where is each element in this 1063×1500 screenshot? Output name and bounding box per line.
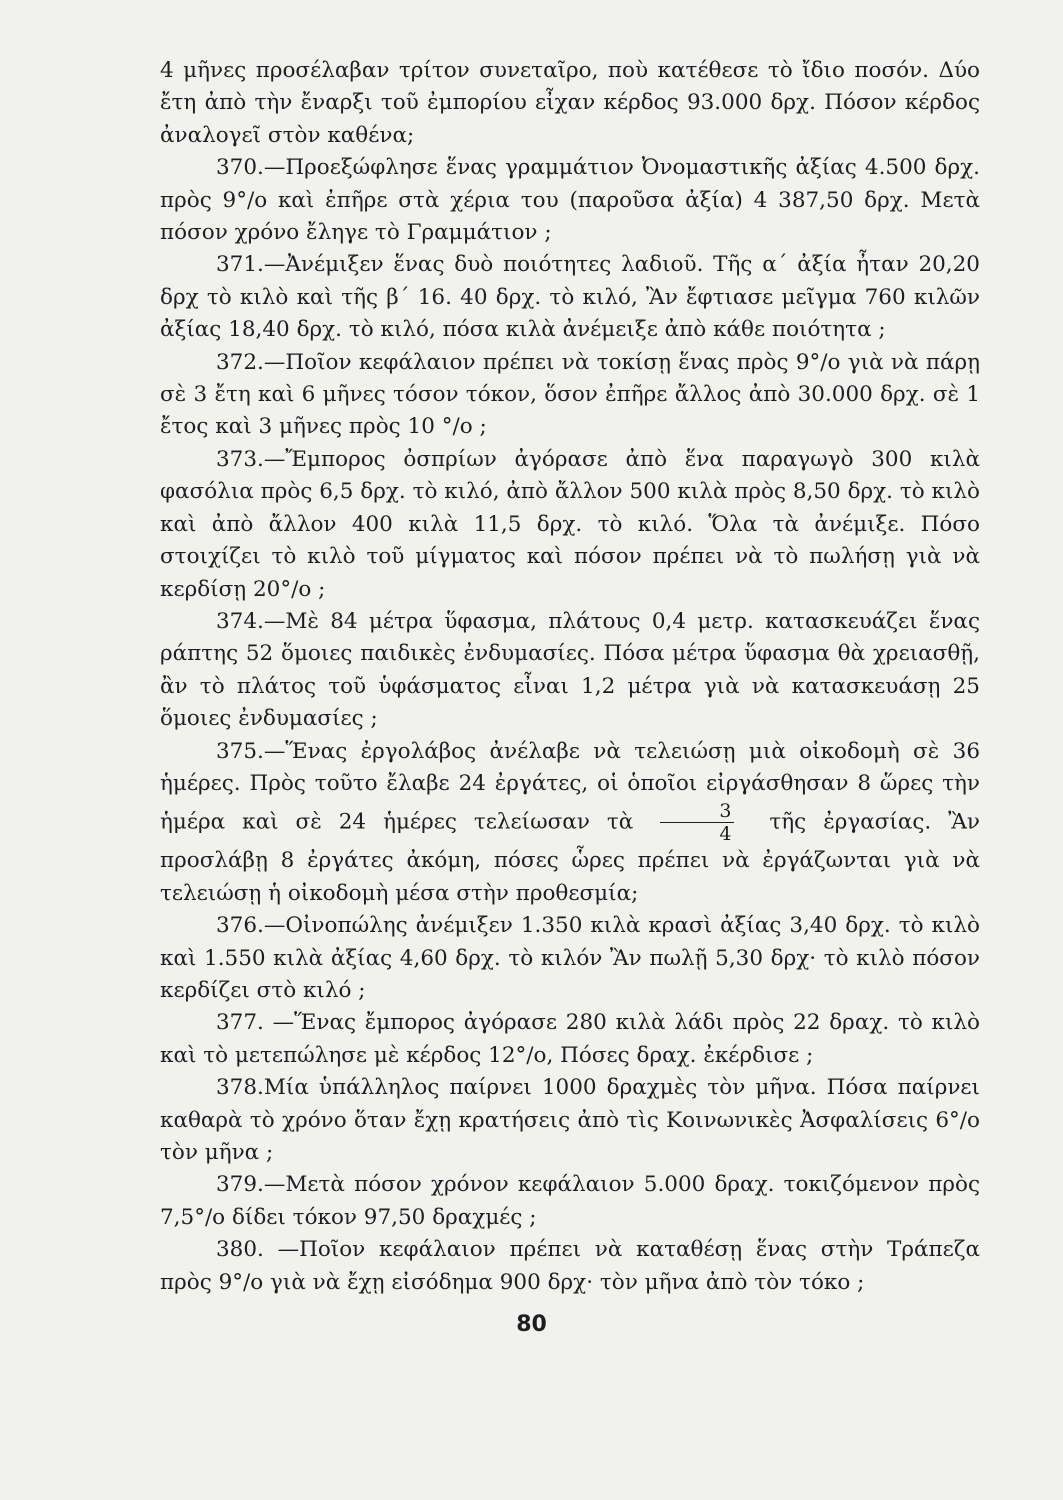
problem-377: 377. —Ἕνας ἔμπορος ἀγόρασε 280 κιλὰ λάδι πρὸς 22 δραχ. τὸ κιλὸ καὶ τὸ μετεπώλησε μὲ κέρδος 12°/o, Πόσες δραχ. ἐκέρδισε ;	[160, 1010, 980, 1068]
page-number: 80	[516, 1312, 547, 1337]
problem-373: 373.—Ἔμπορος ὀσπρίων ἀγόρασε ἀπὸ ἕνα παραγωγὸ 300 κιλὰ φασόλια πρὸς 6,5 δρχ. τὸ κιλό, ἀπὸ ἄλλον 500 κιλὰ πρὸς 8,50 δρχ. τὸ κιλὸ καὶ ἀπὸ ἄλλον 400 κιλὰ 11,5 δρχ. τὸ κιλό. Ὅλα τὰ ἀνέμιξε. Πόσο στοιχίζει τὸ κιλὸ τοῦ μίγματος καὶ πόσον πρέπει νὰ τὸ πωλήσῃ γιὰ νὰ κερδίσῃ 20°/o ;	[160, 446, 980, 602]
paragraph-continued: 4 μῆνες προσέλαβαν τρίτον συνεταῖρο, ποὺ κατέθεσε τὸ ἴδιο ποσόν. Δύο ἔτη ἀπὸ τὴν ἔναρξι τοῦ ἐμπορίου εἶχαν κέρδος 93.000 δρχ. Πόσον κέρδος ἀναλογεῖ στὸν καθένα;	[160, 58, 980, 148]
problem-375	[160, 736, 980, 911]
fraction-three-quarters	[660, 800, 734, 845]
problem-378: 378.Μία ὑπάλληλος παίρνει 1000 δραχμὲς τὸν μῆνα. Πόσα παίρνει καθαρὰ τὸ χρόνο ὅταν ἔχῃ κρατήσεις ἀπὸ τὶς Κοινωνικὲς Ἀσφαλίσεις 6°/o τὸν μῆνα ;	[160, 1075, 980, 1165]
problem-374: 374.—Μὲ 84 μέτρα ὕφασμα, πλάτους 0,4 μετρ. κατασκευάζει ἕνας ράπτης 52 ὅμοιες παιδικὲς ἐνδυμασίες. Πόσα μέτρα ὕφασμα θὰ χρειασθῇ, ἂν τὸ πλάτος τοῦ ὑφάσματος εἶναι 1,2 μέτρα γιὰ νὰ κατασκευάσῃ 25 ὅμοιες ἐνδυμασίες ;	[160, 608, 980, 732]
problem-375-text-end: τῆς ἐργασίας. Ἂν προσλάβῃ 8 ἐργάτες ἀκόμη, πόσες ὧρες πρέπει νὰ ἐργάζωνται γιὰ νὰ τελειώσῃ ἡ οἰκοδομὴ μέσα στὴν προθεσμία;	[160, 809, 980, 906]
problem-371: 371.—Ἀνέμιξεν ἕνας δυὸ ποιότητες λαδιοῦ. Τῆς α΄ ἀξία ἦταν 20,20 δρχ τὸ κιλὸ καὶ τῆς β΄ 16. 40 δρχ. τὸ κιλό, Ἂν ἔφτιασε μεῖγμα 760 κιλῶν ἀξίας 18,40 δρχ. τὸ κιλό, πόσα κιλὰ ἀνέμειξε ἀπὸ κάθε ποιότητα ;	[160, 252, 980, 343]
problem-370: 370.—Προεξώφλησε ἕνας γραμμάτιον Ὀνομαστικῆς ἀξίας 4.500 δρχ. πρὸς 9°/o καὶ ἐπῆρε στὰ χέρια του (παροῦσα ἀξία) 4 387,50 δρχ. Μετὰ πόσον χρόνο ἔληγε τὸ Γραμμάτιον ;	[160, 155, 980, 246]
problem-379: 379.—Μετὰ πόσον χρόνον κεφάλαιον 5.000 δραχ. τοκιζόμενον πρὸς 7,5°/o δίδει τόκον 97,50 δραχμές ;	[160, 1172, 980, 1230]
page-body	[160, 55, 980, 1299]
problem-380: 380. —Ποῖον κεφάλαιον πρέπει νὰ καταθέσῃ ἕνας στὴν Τράπεζα πρὸς 9°/o γιὰ νὰ ἔχῃ εἰσόδημα 900 δρχ· τὸν μῆνα ἀπὸ τὸν τόκο ;	[160, 1237, 980, 1295]
problem-375-text-start: 375.—Ἕνας ἐργολάβος ἀνέλαβε νὰ τελειώσῃ μιὰ οἰκοδομὴ σὲ 36 ἡμέρες. Πρὸς τοῦτο ἔλαβε 24 ἐργάτες, οἱ ὁποῖοι εἰργάσθησαν 8 ὥρες τὴν ἡμέρα καὶ σὲ 24 ἡμέρες τελείωσαν τὰ	[160, 738, 980, 835]
problem-376: 376.—Οἰνοπώλης ἀνέμιξεν 1.350 κιλὰ κρασὶ ἀξίας 3,40 δρχ. τὸ κιλὸ καὶ 1.550 κιλὰ ἀξίας 4,60 δρχ. τὸ κιλόν Ἂν πωλῇ 5,30 δρχ· τὸ κιλὸ πόσον κερδίζει στὸ κιλό ;	[160, 913, 980, 1003]
fraction-numerator: 3	[660, 800, 734, 823]
problem-372: 372.—Ποῖον κεφάλαιον πρέπει νὰ τοκίσῃ ἕνας πρὸς 9°/o γιὰ νὰ πάρῃ σὲ 3 ἔτη καὶ 6 μῆνες τόσον τόκον, ὅσον ἐπῆρε ἄλλος ἀπὸ 30.000 δρχ. σὲ 1 ἔτος καὶ 3 μῆνες πρὸς 10 °/o ;	[160, 349, 980, 440]
fraction-denominator: 4	[719, 823, 732, 846]
